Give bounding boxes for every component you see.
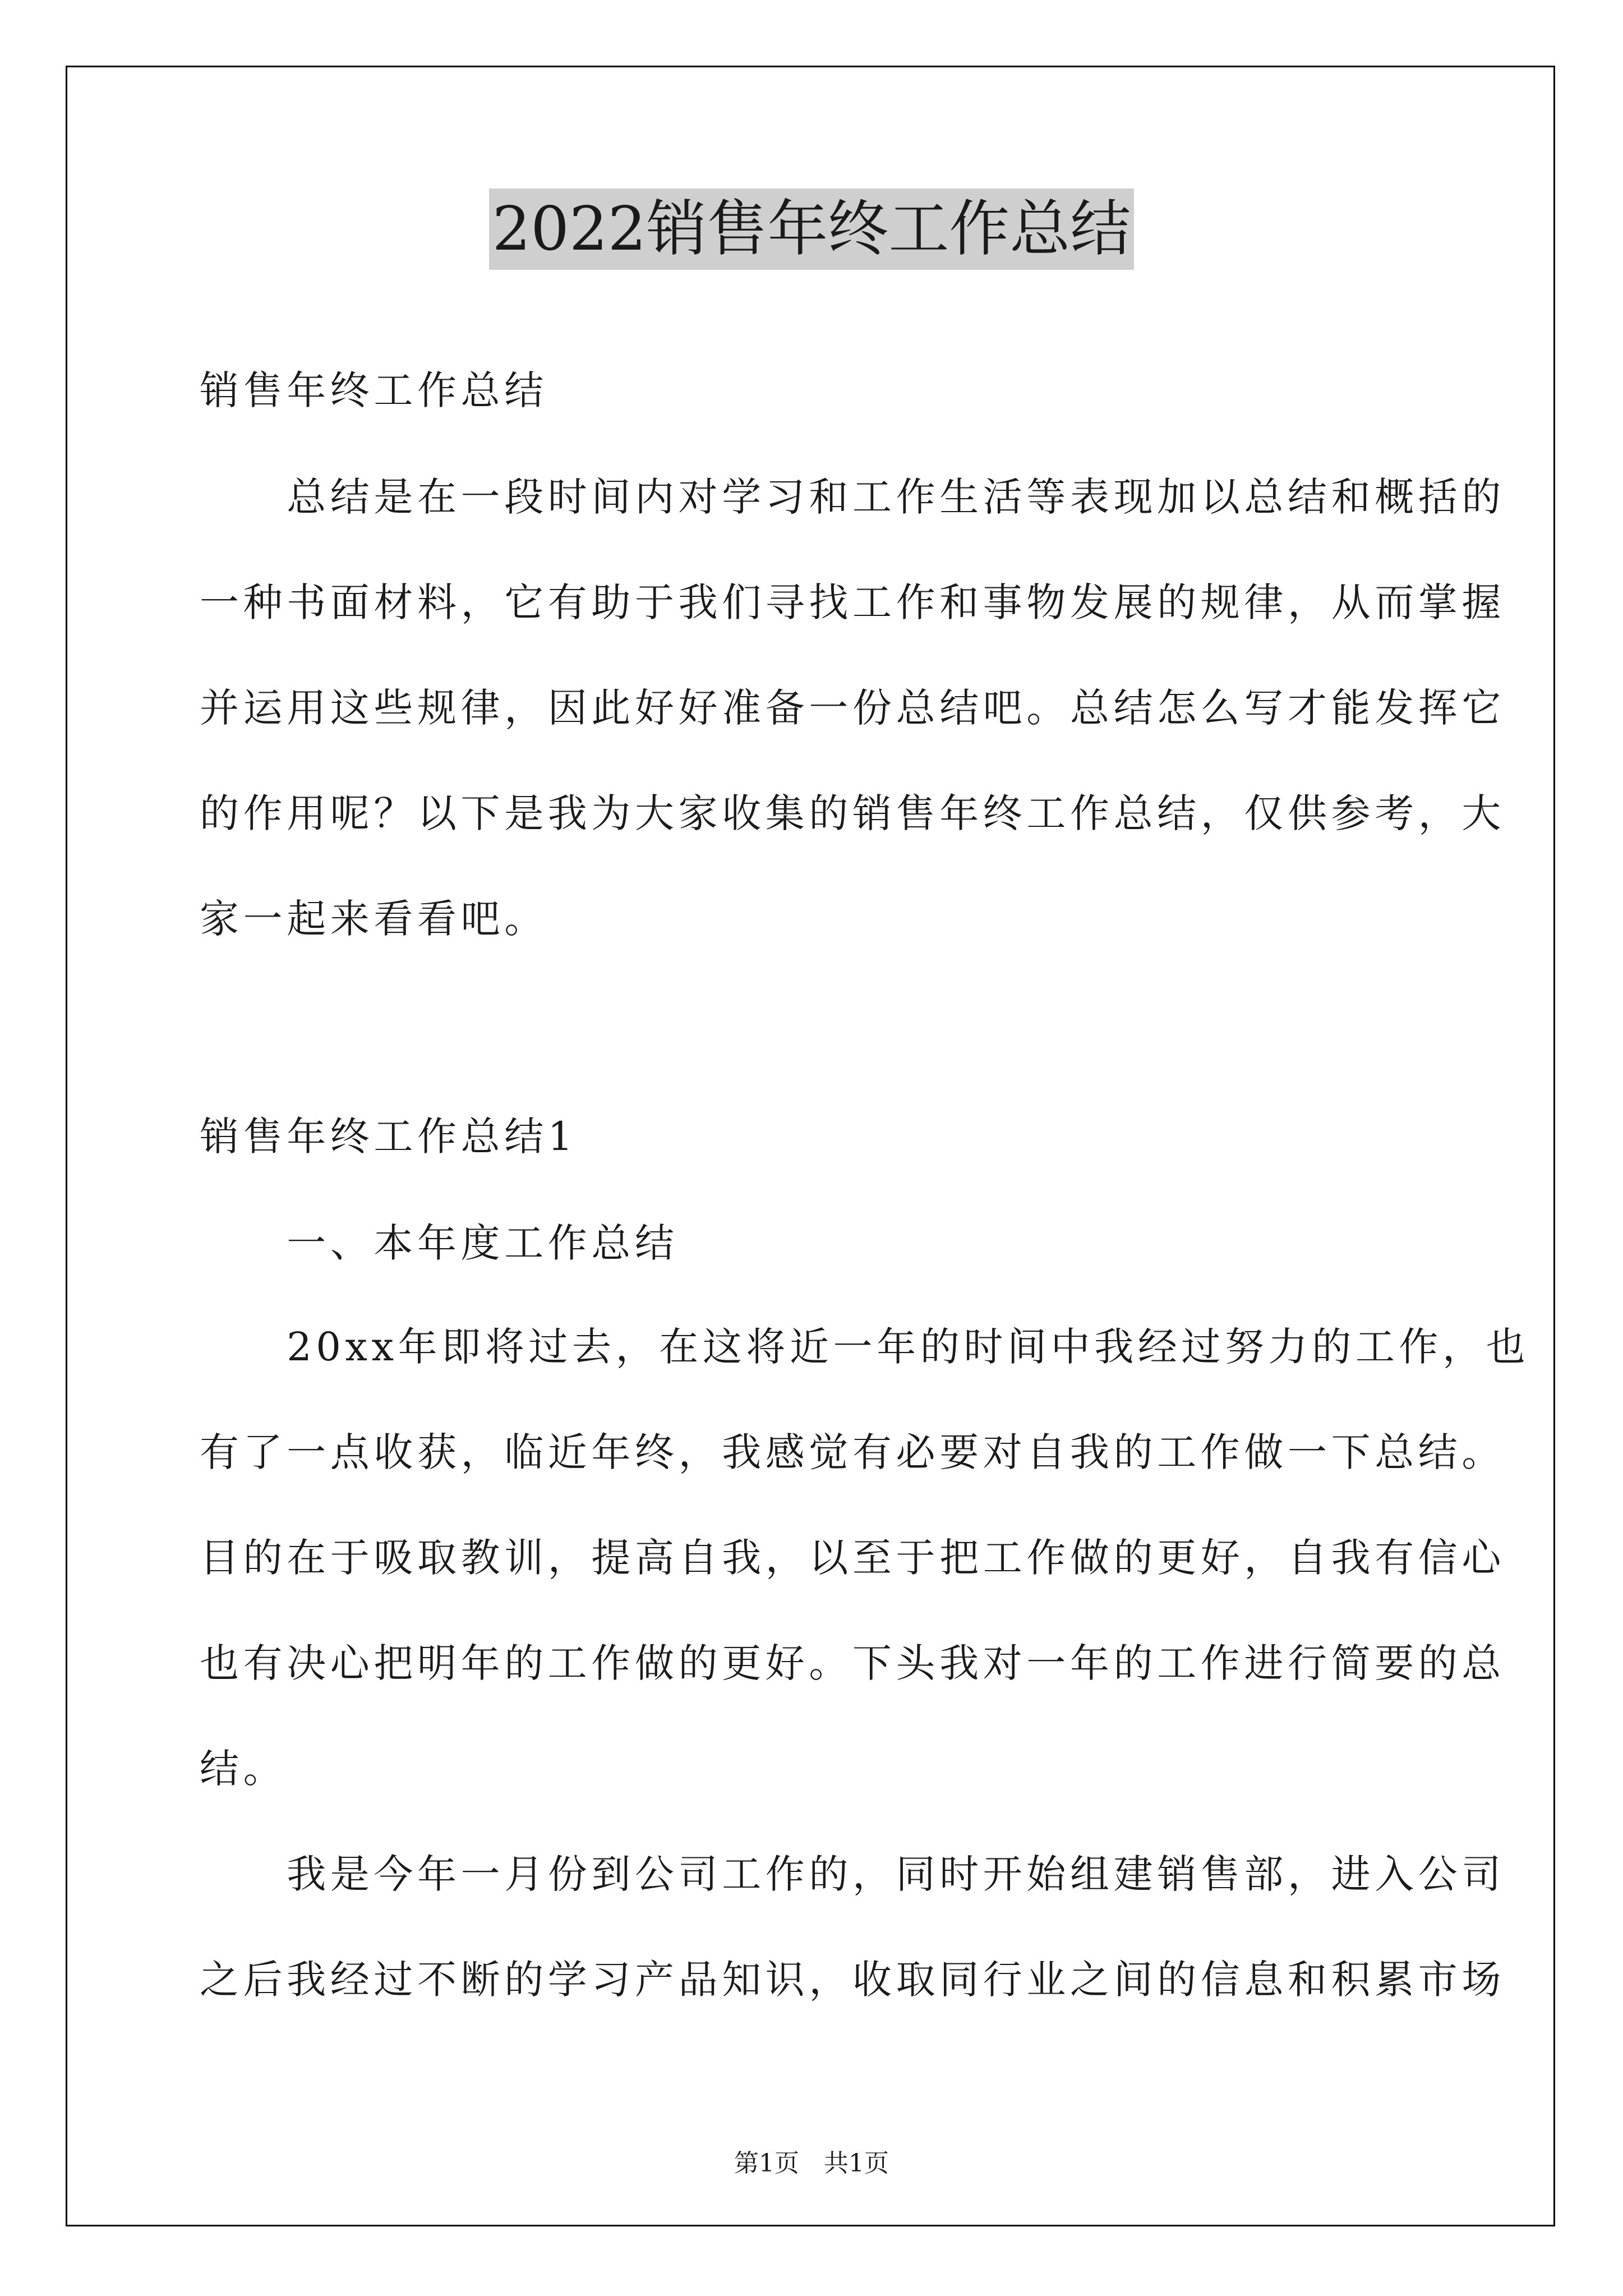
subtitle-line: 销售年终工作总结 (200, 367, 548, 413)
text-line: 并运用这些规律，因此好好准备一份总结吧。总结怎么写才能发挥它 (200, 685, 1505, 731)
page-footer: 第1页 共1页 (734, 2149, 889, 2178)
text-line: 目的在于吸取教训，提高自我，以至于把工作做的更好，自我有信心 (200, 1535, 1505, 1581)
section-heading-line: 一、本年度工作总结 (200, 1220, 679, 1266)
text-line: 的作用呢？以下是我为大家收集的销售年终工作总结，仅供参考，大 (200, 790, 1505, 836)
text-line: 结。 (200, 1746, 287, 1792)
text-line: 也有决心把明年的工作做的更好。下头我对一年的工作进行简要的总 (200, 1640, 1505, 1686)
section-title-line: 销售年终工作总结1 (200, 1114, 577, 1159)
text-line: 20xx年即将过去，在这将近一年的时间中我经过努力的工作，也 (200, 1324, 1530, 1370)
text-line: 有了一点收获，临近年终，我感觉有必要对自我的工作做一下总结。 (200, 1429, 1505, 1475)
text-line: 我是今年一月份到公司工作的，同时开始组建销售部，进入公司 (200, 1851, 1505, 1897)
text-line: 家一起来看看吧。 (200, 896, 548, 942)
text-line: 总结是在一段时间内对学习和工作生活等表现加以总结和概括的 (200, 474, 1505, 520)
document-title (0, 194, 1623, 264)
text-line: 之后我经过不断的学习产品知识，收取同行业之间的信息和积累市场 (200, 1957, 1505, 2003)
document-title-text: 2022销售年终工作总结 (489, 188, 1135, 270)
text-line: 一种书面材料，它有助于我们寻找工作和事物发展的规律，从而掌握 (200, 579, 1505, 625)
